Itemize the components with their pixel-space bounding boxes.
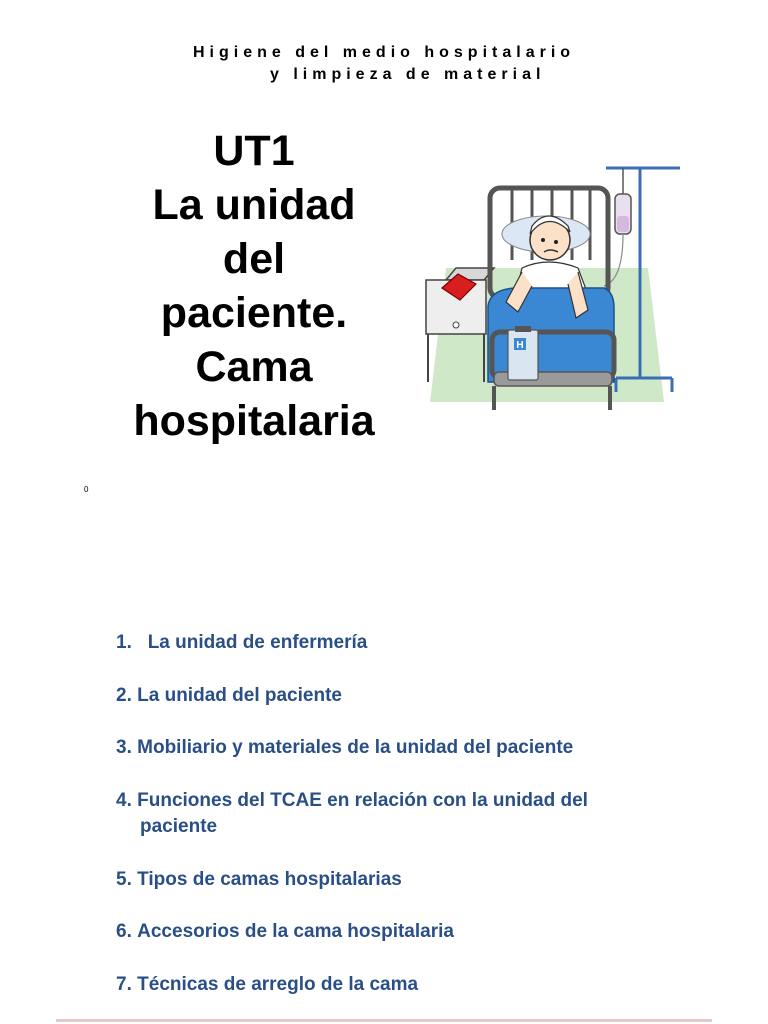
toc-item-number: 4. xyxy=(116,790,132,811)
toc-item-4 xyxy=(116,788,588,840)
toc-item-6 xyxy=(116,919,454,945)
unit-title xyxy=(104,124,404,448)
toc-item-text: Técnicas de arreglo de la cama xyxy=(137,974,419,995)
title-line-5: Cama xyxy=(195,343,313,391)
toc-item-5 xyxy=(116,867,402,893)
toc-item-text: La unidad del paciente xyxy=(137,685,342,706)
title-line-1: UT1 xyxy=(213,127,295,175)
title-line-3: del xyxy=(222,235,286,283)
title-line-2: La unidad xyxy=(152,181,356,229)
toc-item-text: La unidad de enfermería xyxy=(147,632,368,653)
toc-item-text: Tipos de camas hospitalarias xyxy=(137,869,402,890)
toc-item-text: Funciones del TCAE en relación con la unidad del xyxy=(137,790,588,811)
title-line-6: hospitalaria xyxy=(133,397,375,445)
toc-item-text-continued: paciente xyxy=(140,816,218,837)
toc-item-number: 5. xyxy=(116,869,132,890)
toc-item-text: Accesorios de la cama hospitalaria xyxy=(137,921,454,942)
page-mark: 0 xyxy=(84,485,89,494)
toc-item-number: 1. xyxy=(116,632,132,653)
bottom-rule xyxy=(56,1019,712,1022)
toc-item-text: Mobiliario y materiales de la unidad del paciente xyxy=(137,737,574,758)
header-line-2: y limpieza de material xyxy=(270,66,546,83)
toc-item-number: 7. xyxy=(116,974,132,995)
toc-item-1 xyxy=(116,630,367,656)
toc-item-7 xyxy=(116,972,418,998)
header-line-1: Higiene del medio hospitalario xyxy=(193,44,576,61)
toc-item-3 xyxy=(116,735,573,761)
toc-item-2 xyxy=(116,683,342,709)
hospital-bed-patient-icon xyxy=(418,160,686,418)
toc-item-number: 6. xyxy=(116,921,132,942)
title-line-4: paciente. xyxy=(160,289,348,337)
clipboard-letter: H xyxy=(516,340,524,351)
toc-item-number: 3. xyxy=(116,737,132,758)
toc-item-number: 2. xyxy=(116,685,132,706)
